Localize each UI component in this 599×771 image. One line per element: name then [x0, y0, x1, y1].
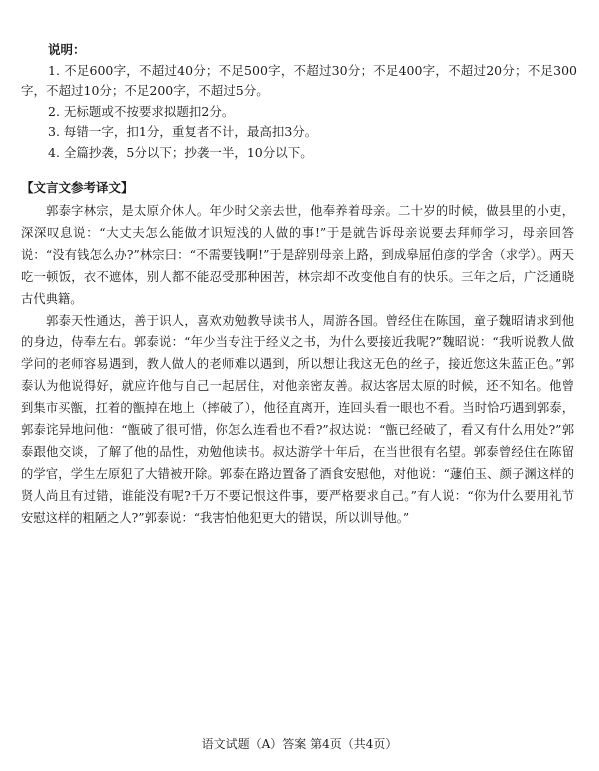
translation-title: 【文言文参考译文】 [21, 180, 134, 195]
translation-body [21, 201, 574, 530]
page-footer: 语文试题（A）答案 第4页（共4页） [201, 737, 398, 751]
note-item: 1. 不足600字，不超过40分；不足500字，不超过30分；不足400字，不超过20分；不足300字，不超过10分；不足200字，不超过5分。 [21, 62, 577, 98]
translation-paragraph: 郭泰天性通达，善于识人，喜欢劝勉教导读书人，周游各国。曾经住在陈国，童子魏昭请求到他的身边，侍奉左右。郭泰说：“年少当专注于经义之书，为什么要接近我呢?”魏昭说：“我听说教人做学问的老师容易遇到，教人做人的老师难以遇到，所以想让我这无色的丝子，接近您这朱蓝正色。”郭泰认为他说得好，就应许他与自己一起居住，对他亲密友善。叔达客居太原的时候，还不知名。他曾到集市买甑，扛着的甑掉在地上（摔破了），他径直离开，连回头看一眼也不看。当时恰巧遇到郭泰，郭泰诧异地问他：“甑破了很可惜，你怎么连看也不看?”叔达说：“甑已经破了，看又有什么用处?”郭泰跟他交谈，了解了他的品性，劝勉他读书。叔达游学十年后，在当世很有名望。郭泰曾经住在陈留的学官，学生左原犯了大错被开除。郭泰在路边置备了酒食安慰他，对他说：“蘧伯玉、颜子渊这样的贤人尚且有过错，谁能没有呢?千万不要记恨这件事，要严格要求自己。”有人说：“你为什么要用礼节安慰这样的粗陋之人?”郭泰说：“我害怕他犯更大的错误，所以训导他。” [21, 313, 574, 525]
scoring-notes [21, 40, 577, 163]
note-item: 2. 无标题或不按要求拟题扣2分。 [48, 103, 235, 119]
note-item: 3. 每错一字，扣1分，重复者不计，最高扣3分。 [48, 124, 318, 139]
translation-paragraph: 郭泰字林宗，是太原介休人。年少时父亲去世，他奉养着母亲。二十岁的时候，做县里的小吏，深深叹息说：“大丈夫怎么能做才识短浅的人做的事!”于是就告诉母亲说要去拜师学习，母亲回答说：“没有钱怎么办?”林宗曰：“不需要钱啊!”于是辞别母亲上路，到成皋屈伯彦的学舍（求学）。两天吃一顿饭，衣不遮体，别人都不能忍受那种困苦，林宗却不改变他自有的快乐。三年之后，广泛通晓古代典籍。 [21, 204, 574, 306]
notes-title: 说明： [48, 42, 86, 57]
note-item: 4. 全篇抄袭，5分以下；抄袭一半，10分以下。 [48, 144, 313, 160]
